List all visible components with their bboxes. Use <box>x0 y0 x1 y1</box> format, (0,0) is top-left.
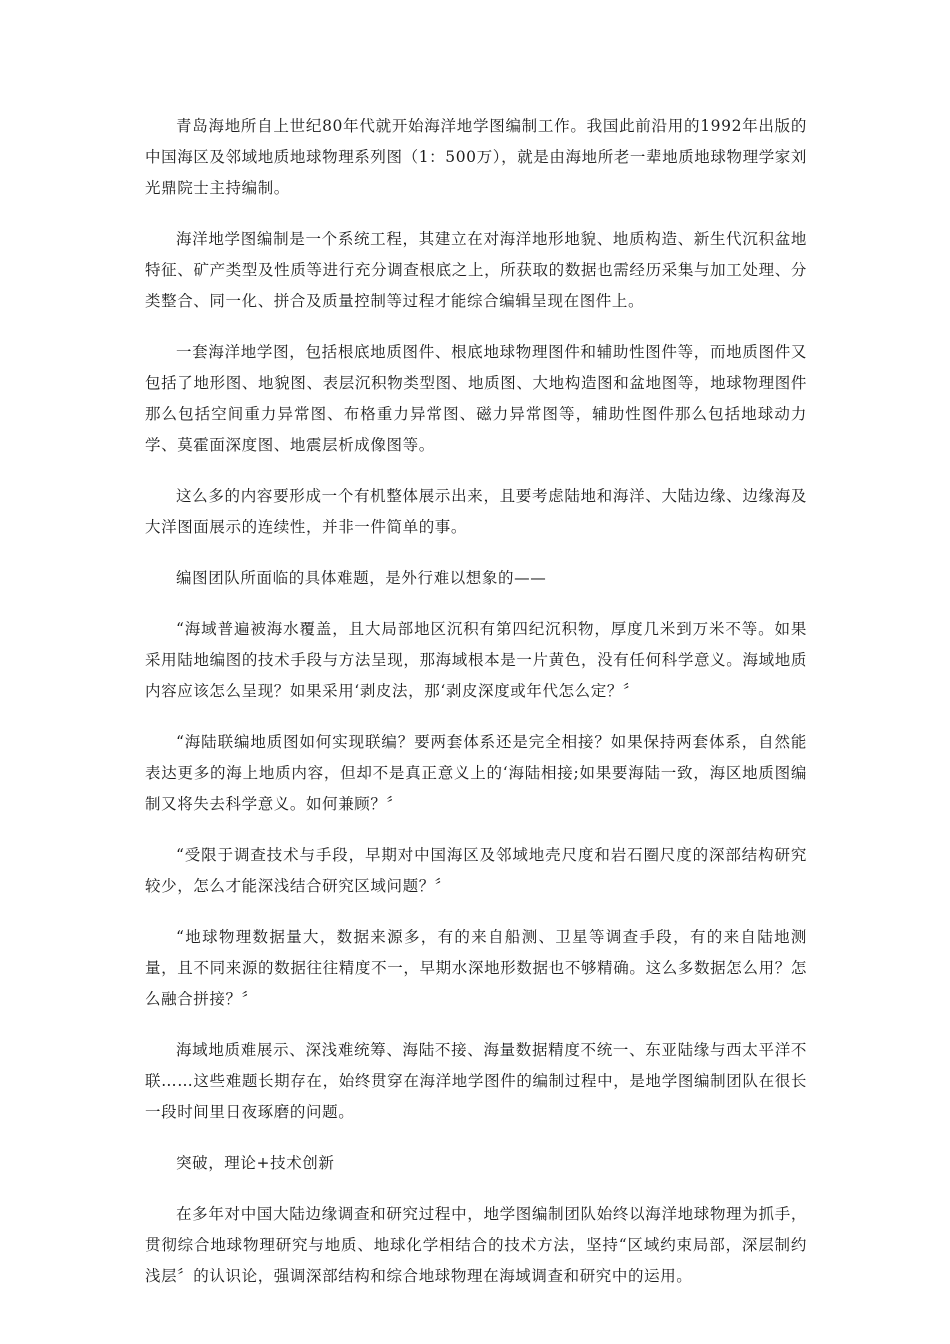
article-body <box>145 111 807 1312</box>
paragraph-problems-summary: 海域地质难展示、深浅难统筹、海陆不接、海量数据精度不统一、东亚陆缘与西太平洋不联……这些难题长期存在，始终贯穿在海洋地学图件的编制过程中，是地学图编制团队在很长一段时间里日夜琢磨的问题。 <box>145 1041 807 1121</box>
paragraph-continuity-challenge: 这么多的内容要形成一个有机整体展示出来，且要考虑陆地和海洋、大陆边缘、边缘海及大洋图面展示的连续性，并非一件简单的事。 <box>145 487 807 536</box>
section-heading-breakthrough: 突破，理论+技术创新 <box>176 1154 335 1172</box>
paragraph-methodology: 在多年对中国大陆边缘调查和研究过程中，地学图编制团队始终以海洋地球物理为抓手，贯彻综合地球物理研究与地质、地球化学相结合的技术方法，坚持“区域约束局部，深层制约浅层〞的认识论，强调深部结构和综合地球物理在海域调查和研究中的运用。 <box>145 1205 807 1285</box>
paragraph-quote-deep-structure: “受限于调查技术与手段，早期对中国海区及邻域地壳尺度和岩石圈尺度的深部结构研究较少，怎么才能深浅结合研究区域问题？〞 <box>145 846 807 895</box>
paragraph-difficulties-intro: 编图团队所面临的具体难题，是外行难以想象的—— <box>176 569 547 587</box>
paragraph-systems-engineering: 海洋地学图编制是一个系统工程，其建立在对海洋地形地貌、地质构造、新生代沉积盆地特征、矿产类型及性质等进行充分调查根底之上，所获取的数据也需经历采集与加工处理、分类整合、同一化、拼合及质量控制等过程才能综合编辑呈现在图件上。 <box>145 230 807 310</box>
paragraph-quote-sea-coverage: “海域普遍被海水覆盖，且大局部地区沉积有第四纪沉积物，厚度几米到万米不等。如果采用陆地编图的技术手段与方法呈现，那海域根本是一片黄色，没有任何科学意义。海域地质内容应该怎么呈现？如果采用‘剥皮法，那‘剥皮深度或年代怎么定？〞 <box>145 620 807 700</box>
paragraph-quote-geophysical-data: “地球物理数据量大，数据来源多，有的来自船测、卫星等调查手段，有的来自陆地测量，且不同来源的数据往往精度不一，早期水深地形数据也不够精确。这么多数据怎么用？怎么融合拼接？〞 <box>145 928 807 1008</box>
paragraph-mapping-history: 青岛海地所自上世纪80年代就开始海洋地学图编制工作。我国此前沿用的1992年出版的中国海区及邻域地质地球物理系列图（1：500万），就是由海地所老一辈地质地球物理学家刘光鼎院士主持编制。 <box>145 117 807 197</box>
paragraph-quote-land-sea-joint: “海陆联编地质图如何实现联编？要两套体系还是完全相接？如果保持两套体系，自然能表达更多的海上地质内容，但却不是真正意义上的‘海陆相接;如果要海陆一致，海区地质图编制又将失去科学意义。如何兼顾？〞 <box>145 733 807 813</box>
paragraph-map-set-contents: 一套海洋地学图，包括根底地质图件、根底地球物理图件和辅助性图件等，而地质图件又包括了地形图、地貌图、表层沉积物类型图、地质图、大地构造图和盆地图等，地球物理图件那么包括空间重力异常图、布格重力异常图、磁力异常图等，辅助性图件那么包括地球动力学、莫霍面深度图、地震层析成像图等。 <box>145 343 807 454</box>
